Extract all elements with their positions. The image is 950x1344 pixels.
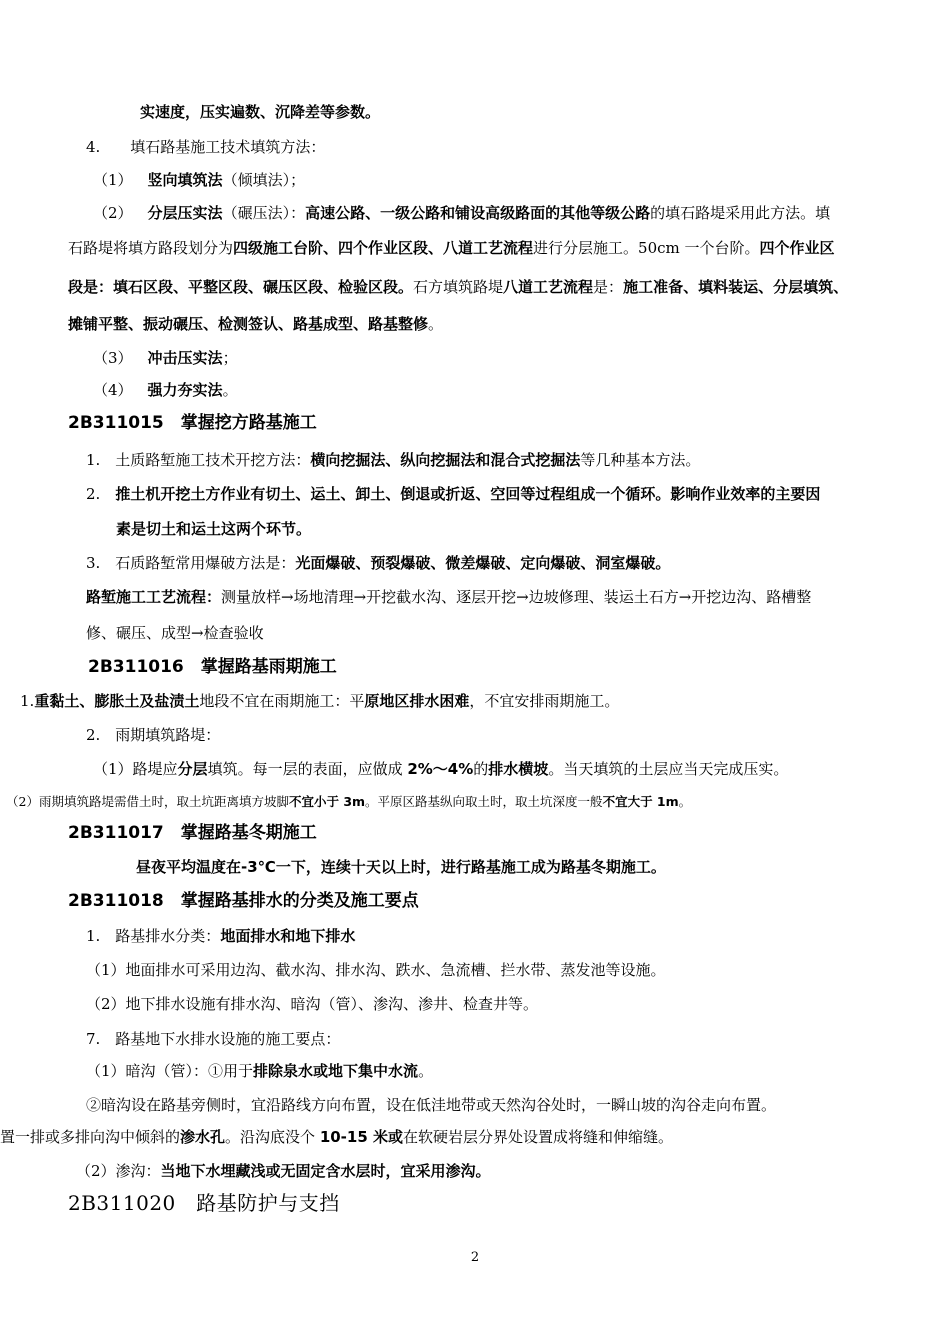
text-line: （2）雨期填筑路堤需借土时，取土坑距离填方坡脚不宜小于 3m。平原区路基纵向取土时，取土坑深度一般不宜大于 1m。: [6, 794, 692, 809]
text-line: 路堑施工工艺流程：测量放样→场地清理→开挖截水沟、逐层开挖→边坡修理、装运土石方→开挖边沟、路槽整: [86, 588, 812, 606]
text-line: 素是切土和运土这两个环节。: [116, 520, 312, 538]
text-line: 置一排或多排向沟中倾斜的渗水孔。沿沟底没个 10-15 米或在软硬岩层分界处设置成将缝和伸缩缝。: [0, 1128, 674, 1146]
text-line: 2. 推土机开挖土方作业有切土、运土、卸土、倒退或折返、空回等过程组成一个循环。影响作业效率的主要因: [86, 485, 821, 503]
text-line: 4. 填石路基施工技术填筑方法：: [86, 138, 326, 156]
text-line: 修、碾压、成型→检查验收: [86, 624, 264, 642]
page-number: 2: [470, 1250, 480, 1265]
text-line: 3. 石质路堑常用爆破方法是：光面爆破、预裂爆破、微差爆破、定向爆破、洞室爆破。: [86, 554, 671, 572]
text-line: （1） 竖向填筑法（倾填法）；: [93, 171, 306, 189]
section-heading: 2B311017 掌握路基冬期施工: [68, 823, 317, 843]
text-line: （1）暗沟（管）：①用于排除泉水或地下集中水流。: [86, 1062, 434, 1080]
text-line: ②暗沟设在路基旁侧时，宜沿路线方向布置，设在低洼地带或天然沟谷处时，一瞬山坡的沟谷走向布置。: [86, 1096, 777, 1114]
section-heading: 2B311015 掌握挖方路基施工: [68, 413, 317, 433]
text-line: （2）地下排水设施有排水沟、暗沟（管）、渗沟、渗井、检查井等。: [86, 995, 539, 1013]
text-line: （3） 冲击压实法；: [93, 349, 238, 367]
text-line: （4） 强力夯实法。: [93, 381, 238, 399]
text-line: 昼夜平均温度在-3℃一下，连续十天以上时，进行路基施工成为路基冬期施工。: [136, 858, 666, 876]
section-heading: 2B311020 路基防护与支挡: [68, 1191, 340, 1215]
text-line: 1. 路基排水分类：地面排水和地下排水: [86, 927, 356, 945]
section-heading: 2B311016 掌握路基雨期施工: [88, 657, 337, 677]
text-line: 1. 土质路堑施工技术开挖方法：横向挖掘法、纵向挖掘法和混合式挖掘法等几种基本方法。: [86, 451, 701, 469]
text-line: 2. 雨期填筑路堤：: [86, 726, 221, 744]
text-line: （1）地面排水可采用边沟、截水沟、排水沟、跌水、急流槽、拦水带、蒸发池等设施。: [86, 961, 666, 979]
text-line: （2） 分层压实法（碾压法）：高速公路、一级公路和铺设高级路面的其他等级公路的填石路堤采用此方法。填: [93, 204, 831, 222]
text-line: 7. 路基地下水排水设施的施工要点：: [86, 1030, 341, 1048]
text-line: 1.重黏土、膨胀土及盐渍土地段不宜在雨期施工：平原地区排水困难，不宜安排雨期施工。: [20, 692, 620, 710]
text-line: （1）路堤应分层填筑。每一层的表面，应做成 2%～4%的排水横坡。当天填筑的土层应当天完成压实。: [93, 760, 789, 778]
text-line: 石路堤将填方路段划分为四级施工台阶、四个作业区段、八道工艺流程进行分层施工。50cm 一个台阶。四个作业区: [68, 239, 835, 257]
text-line: 摊铺平整、振动碾压、检测签认、路基成型、路基整修。: [68, 315, 444, 333]
text-line: （2）渗沟：当地下水埋藏浅或无固定含水层时，宜采用渗沟。: [76, 1162, 491, 1180]
section-heading: 2B311018 掌握路基排水的分类及施工要点: [68, 891, 419, 911]
text-line: 段是：填石区段、平整区段、碾压区段、检验区段。石方填筑路堤八道工艺流程是：施工准备、填料装运、分层填筑、: [68, 278, 849, 296]
text-line: 实速度，压实遍数、沉降差等参数。: [140, 103, 381, 121]
